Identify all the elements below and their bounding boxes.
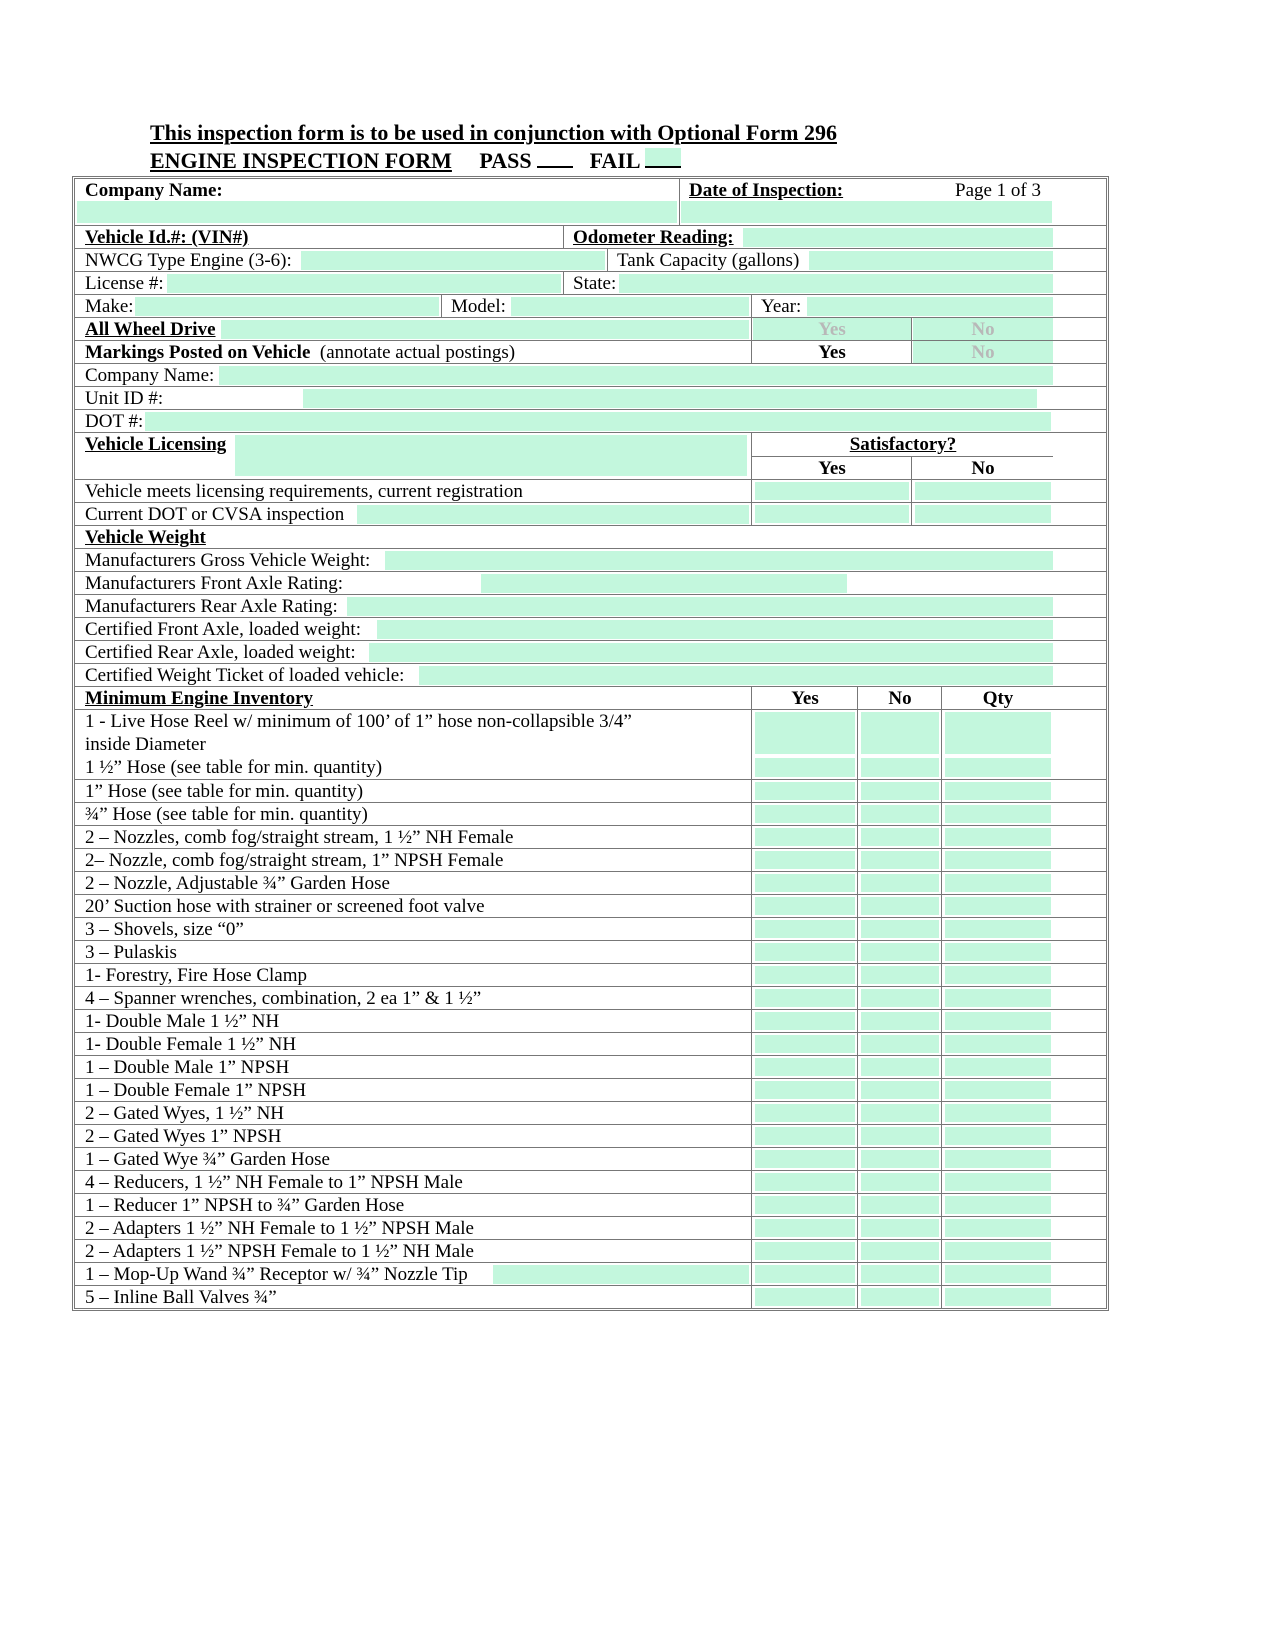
inventory-qty-box[interactable] (945, 1127, 1051, 1145)
satisfactory-label: Satisfactory? (849, 434, 957, 455)
weight-row (75, 663, 1106, 686)
inventory-qty-header: Qty (982, 688, 1014, 709)
weight-title: Vehicle Weight (85, 527, 206, 548)
unit-id-field[interactable] (303, 389, 1037, 408)
inventory-item-label: 2 – Gated Wyes 1” NPSH (85, 1126, 282, 1147)
inventory-qty-box[interactable] (945, 897, 1051, 915)
dot-row (75, 409, 1106, 432)
inventory-yes-box[interactable] (755, 1150, 855, 1168)
inventory-row (75, 940, 1106, 963)
inventory-item-label: 2 – Nozzles, comb fog/straight stream, 1 ½” NH Female (85, 827, 514, 848)
marking-company-label: Company Name: (85, 365, 215, 386)
inventory-yes-box[interactable] (755, 851, 855, 869)
inventory-item-label: 3 – Shovels, size “0” (85, 919, 244, 940)
inventory-no-box[interactable] (861, 1081, 939, 1099)
licensing-item-row (75, 502, 1106, 525)
inventory-yes-box[interactable] (755, 1104, 855, 1122)
inventory-yes-box[interactable] (755, 828, 855, 846)
inventory-qty-box[interactable] (945, 805, 1051, 823)
inventory-row (75, 825, 1106, 848)
tank-capacity-field[interactable] (809, 251, 1053, 270)
inventory-row (75, 1055, 1106, 1078)
licensing-no-header: No (971, 458, 995, 479)
page-number: Page 1 of 3 (955, 180, 1042, 201)
weight-field[interactable] (385, 551, 1053, 570)
inventory-no-box[interactable] (861, 989, 939, 1007)
inventory-yes-box[interactable] (755, 874, 855, 892)
weight-label: Certified Front Axle, loaded weight: (85, 619, 361, 640)
inventory-yes-box[interactable] (755, 1081, 855, 1099)
inventory-no-box[interactable] (861, 1196, 939, 1214)
awd-label: All Wheel Drive (85, 319, 216, 340)
inventory-row (75, 871, 1106, 894)
make-label: Make: (85, 296, 134, 317)
odometer-field[interactable] (743, 228, 1053, 247)
inventory-qty-box[interactable] (945, 943, 1051, 961)
inventory-item-label: 1 ½” Hose (see table for min. quantity) (85, 757, 383, 778)
weight-row (75, 594, 1106, 617)
licensing-item-no[interactable] (915, 505, 1051, 523)
inventory-qty-box[interactable] (945, 989, 1051, 1007)
inventory-item-label: 2 – Nozzle, Adjustable ¾” Garden Hose (85, 873, 390, 894)
inventory-no-box[interactable] (861, 782, 939, 800)
weight-label: Certified Weight Ticket of loaded vehicle: (85, 665, 405, 686)
inventory-yes-box[interactable] (755, 966, 855, 984)
inventory-row (75, 1170, 1106, 1193)
model-label: Model: (451, 296, 506, 317)
markings-yes[interactable]: Yes (818, 342, 846, 363)
licensing-item-label: Vehicle meets licensing requirements, current registration (85, 481, 523, 502)
state-label: State: (573, 273, 617, 294)
inventory-no-box[interactable] (861, 1035, 939, 1053)
inventory-row (75, 1078, 1106, 1101)
inventory-yes-box[interactable] (755, 1173, 855, 1191)
inventory-item-label: 1” Hose (see table for min. quantity) (85, 781, 364, 802)
inventory-qty-box[interactable] (945, 1058, 1051, 1076)
inventory-qty-box[interactable] (945, 1104, 1051, 1122)
awd-no[interactable]: No (913, 318, 1053, 340)
mop-up-notes-field[interactable] (493, 1265, 749, 1284)
inventory-item-label: 2 – Gated Wyes, 1 ½” NH (85, 1103, 285, 1124)
inventory-row (75, 1101, 1106, 1124)
weight-title-row (75, 525, 1106, 548)
awd-field[interactable] (221, 320, 749, 339)
inventory-no-box[interactable] (861, 758, 939, 777)
pass-label: PASS (479, 148, 532, 173)
vin-row (75, 225, 1106, 248)
inventory-row (75, 1124, 1106, 1147)
inventory-item-label: 1- Forestry, Fire Hose Clamp (85, 965, 307, 986)
inventory-row (75, 1032, 1106, 1055)
inventory-item-label: 3 – Pulaskis (85, 942, 177, 963)
inventory-yes-box[interactable] (755, 989, 855, 1007)
inventory-qty-box[interactable] (945, 966, 1051, 984)
fail-label: FAIL (589, 148, 640, 173)
weight-row (75, 640, 1106, 663)
year-label: Year: (761, 296, 802, 317)
inventory-yes-box[interactable] (755, 712, 855, 754)
inventory-row (75, 848, 1106, 871)
weight-label: Manufacturers Front Axle Rating: (85, 573, 344, 594)
inventory-yes-box[interactable] (755, 1265, 855, 1283)
inventory-no-box[interactable] (861, 897, 939, 915)
marking-company-row (75, 363, 1106, 386)
inventory-yes-box[interactable] (755, 1058, 855, 1076)
inventory-item-label: 1- Double Female 1 ½” NH (85, 1034, 297, 1055)
inventory-item-label-cont: inside Diameter (85, 734, 206, 755)
inventory-yes-box[interactable] (755, 943, 855, 961)
inventory-row (75, 756, 1106, 779)
pass-blank[interactable] (537, 148, 573, 168)
inventory-row (75, 986, 1106, 1009)
inventory-item-label: 1 – Double Female 1” NPSH (85, 1080, 307, 1101)
licensing-item-label: Current DOT or CVSA inspection (85, 504, 345, 525)
nwcg-label: NWCG Type Engine (3-6): (85, 250, 292, 271)
odometer-label: Odometer Reading: (573, 227, 734, 248)
inventory-no-box[interactable] (861, 828, 939, 846)
inventory-item-label: 4 – Reducers, 1 ½” NH Female to 1” NPSH Male (85, 1172, 463, 1193)
weight-label: Certified Rear Axle, loaded weight: (85, 642, 356, 663)
inventory-qty-box[interactable] (945, 1288, 1051, 1306)
licensing-notes-field[interactable] (235, 435, 747, 476)
inventory-yes-box[interactable] (755, 1196, 855, 1214)
licensing-header-row (75, 432, 1106, 479)
dot-label: DOT #: (85, 411, 144, 432)
inventory-yes-box[interactable] (755, 1242, 855, 1260)
nwcg-field[interactable] (301, 251, 605, 270)
fail-blank[interactable] (645, 148, 681, 168)
markings-no[interactable]: No (913, 341, 1053, 363)
inventory-yes-box[interactable] (755, 897, 855, 915)
tank-capacity-label: Tank Capacity (gallons) (617, 250, 800, 271)
inventory-row (75, 802, 1106, 825)
form-title: ENGINE INSPECTION FORM (150, 148, 452, 173)
weight-field[interactable] (481, 574, 847, 593)
weight-row (75, 548, 1106, 571)
license-row (75, 271, 1106, 294)
license-label: License #: (85, 273, 164, 294)
inventory-no-header: No (888, 688, 912, 709)
inventory-no-box[interactable] (861, 1012, 939, 1030)
inventory-row (75, 1193, 1106, 1216)
inventory-qty-box[interactable] (945, 851, 1051, 869)
inventory-yes-box[interactable] (755, 1288, 855, 1306)
inventory-row (75, 709, 1106, 756)
weight-label: Manufacturers Rear Axle Rating: (85, 596, 338, 617)
inventory-qty-box[interactable] (945, 1219, 1051, 1237)
inventory-yes-box[interactable] (755, 1012, 855, 1030)
inventory-item-label: 1 - Live Hose Reel w/ minimum of 100’ of 1” hose non-collapsible 3/4” (85, 711, 632, 732)
licensing-item-yes[interactable] (755, 505, 909, 523)
inventory-yes-box[interactable] (755, 805, 855, 823)
inventory-yes-box[interactable] (755, 758, 855, 777)
inventory-item-label: 1- Double Male 1 ½” NH (85, 1011, 280, 1032)
inventory-row (75, 917, 1106, 940)
inventory-qty-box[interactable] (945, 1081, 1051, 1099)
inventory-item-label: 1 – Double Male 1” NPSH (85, 1057, 290, 1078)
inventory-qty-box[interactable] (945, 920, 1051, 938)
inventory-qty-box[interactable] (945, 758, 1051, 777)
inventory-no-box[interactable] (861, 1242, 939, 1260)
inventory-yes-header: Yes (791, 688, 819, 709)
make-model-year-row (75, 294, 1106, 317)
form-title-line (150, 148, 681, 174)
markings-row (75, 340, 1106, 363)
inventory-no-box[interactable] (861, 712, 939, 754)
inventory-title: Minimum Engine Inventory (85, 688, 314, 709)
awd-yes[interactable]: Yes (753, 318, 911, 340)
inventory-qty-box[interactable] (945, 1173, 1051, 1191)
inventory-no-box[interactable] (861, 920, 939, 938)
company-name-label: Company Name: (85, 180, 223, 201)
weight-field[interactable] (347, 597, 1053, 616)
weight-row (75, 617, 1106, 640)
inventory-item-label: 1 – Mop-Up Wand ¾” Receptor w/ ¾” Nozzle Tip (85, 1264, 468, 1285)
company-name-field[interactable] (77, 201, 677, 223)
dot-inspection-field[interactable] (357, 505, 749, 524)
make-field[interactable] (135, 297, 439, 316)
nwcg-row (75, 248, 1106, 271)
inventory-no-box[interactable] (861, 1173, 939, 1191)
inventory-yes-box[interactable] (755, 920, 855, 938)
inventory-row (75, 1262, 1106, 1285)
inventory-no-box[interactable] (861, 874, 939, 892)
inventory-no-box[interactable] (861, 1219, 939, 1237)
inventory-no-box[interactable] (861, 1058, 939, 1076)
unit-id-row (75, 386, 1106, 409)
inspection-form (72, 176, 1109, 1311)
inventory-item-label: ¾” Hose (see table for min. quantity) (85, 804, 368, 825)
inventory-yes-box[interactable] (755, 1219, 855, 1237)
weight-field[interactable] (419, 666, 1053, 685)
company-date-row (75, 179, 1106, 225)
date-of-inspection-field[interactable] (681, 201, 1052, 223)
marking-company-field[interactable] (219, 366, 1053, 385)
weight-row (75, 571, 1106, 594)
inventory-row (75, 1239, 1106, 1262)
inventory-row (75, 894, 1106, 917)
model-field[interactable] (511, 297, 749, 316)
weight-field[interactable] (369, 643, 1053, 662)
inventory-no-box[interactable] (861, 966, 939, 984)
dot-field[interactable] (145, 412, 1051, 431)
inventory-row (75, 1285, 1106, 1308)
inventory-no-box[interactable] (861, 805, 939, 823)
inventory-yes-box[interactable] (755, 782, 855, 800)
inventory-header-row (75, 686, 1106, 709)
inventory-item-label: 2– Nozzle, comb fog/straight stream, 1” NPSH Female (85, 850, 504, 871)
inventory-item-label: 4 – Spanner wrenches, combination, 2 ea 1” & 1 ½” (85, 988, 482, 1009)
inventory-item-label: 1 – Gated Wye ¾” Garden Hose (85, 1149, 330, 1170)
inventory-row (75, 1147, 1106, 1170)
vin-label: Vehicle Id.#: (VIN#) (85, 227, 249, 248)
inventory-qty-box[interactable] (945, 1012, 1051, 1030)
inventory-no-box[interactable] (861, 1288, 939, 1306)
inventory-no-box[interactable] (861, 1150, 939, 1168)
inventory-yes-box[interactable] (755, 1035, 855, 1053)
inventory-row (75, 1009, 1106, 1032)
inventory-item-label: 1 – Reducer 1” NPSH to ¾” Garden Hose (85, 1195, 405, 1216)
inventory-qty-box[interactable] (945, 1035, 1051, 1053)
unit-id-label: Unit ID #: (85, 388, 164, 409)
form-instruction: This inspection form is to be used in conjunction with Optional Form 296 (150, 120, 837, 145)
inventory-item-label: 2 – Adapters 1 ½” NPSH Female to 1 ½” NH Male (85, 1241, 474, 1262)
inventory-row (75, 779, 1106, 802)
inventory-no-box[interactable] (861, 851, 939, 869)
licensing-item-yes[interactable] (755, 482, 909, 500)
inventory-no-box[interactable] (861, 1104, 939, 1122)
inventory-no-box[interactable] (861, 943, 939, 961)
year-field[interactable] (807, 297, 1053, 316)
inventory-no-box[interactable] (861, 1127, 939, 1145)
markings-label: Markings Posted on Vehicle (annotate actual postings) (85, 342, 516, 363)
awd-row (75, 317, 1106, 340)
inventory-item-label: 2 – Adapters 1 ½” NH Female to 1 ½” NPSH Male (85, 1218, 474, 1239)
weight-label: Manufacturers Gross Vehicle Weight: (85, 550, 371, 571)
inventory-qty-box[interactable] (945, 1150, 1051, 1168)
license-field[interactable] (167, 274, 561, 293)
inventory-qty-box[interactable] (945, 874, 1051, 892)
licensing-title: Vehicle Licensing (85, 434, 227, 455)
date-of-inspection-label: Date of Inspection: (689, 180, 844, 201)
inventory-row (75, 1216, 1106, 1239)
inventory-qty-box[interactable] (945, 782, 1051, 800)
inventory-qty-box[interactable] (945, 712, 1051, 754)
inventory-qty-box[interactable] (945, 1196, 1051, 1214)
licensing-yes-header: Yes (818, 458, 846, 479)
inventory-item-label: 5 – Inline Ball Valves ¾” (85, 1287, 277, 1308)
inventory-qty-box[interactable] (945, 1265, 1051, 1283)
weight-field[interactable] (377, 620, 1053, 639)
inventory-yes-box[interactable] (755, 1127, 855, 1145)
inventory-row (75, 963, 1106, 986)
licensing-item-no[interactable] (915, 482, 1051, 500)
inventory-item-label: 20’ Suction hose with strainer or screened foot valve (85, 896, 485, 917)
licensing-item-row (75, 479, 1106, 502)
state-field[interactable] (619, 274, 1053, 293)
inventory-qty-box[interactable] (945, 1242, 1051, 1260)
inventory-no-box[interactable] (861, 1265, 939, 1283)
inventory-qty-box[interactable] (945, 828, 1051, 846)
